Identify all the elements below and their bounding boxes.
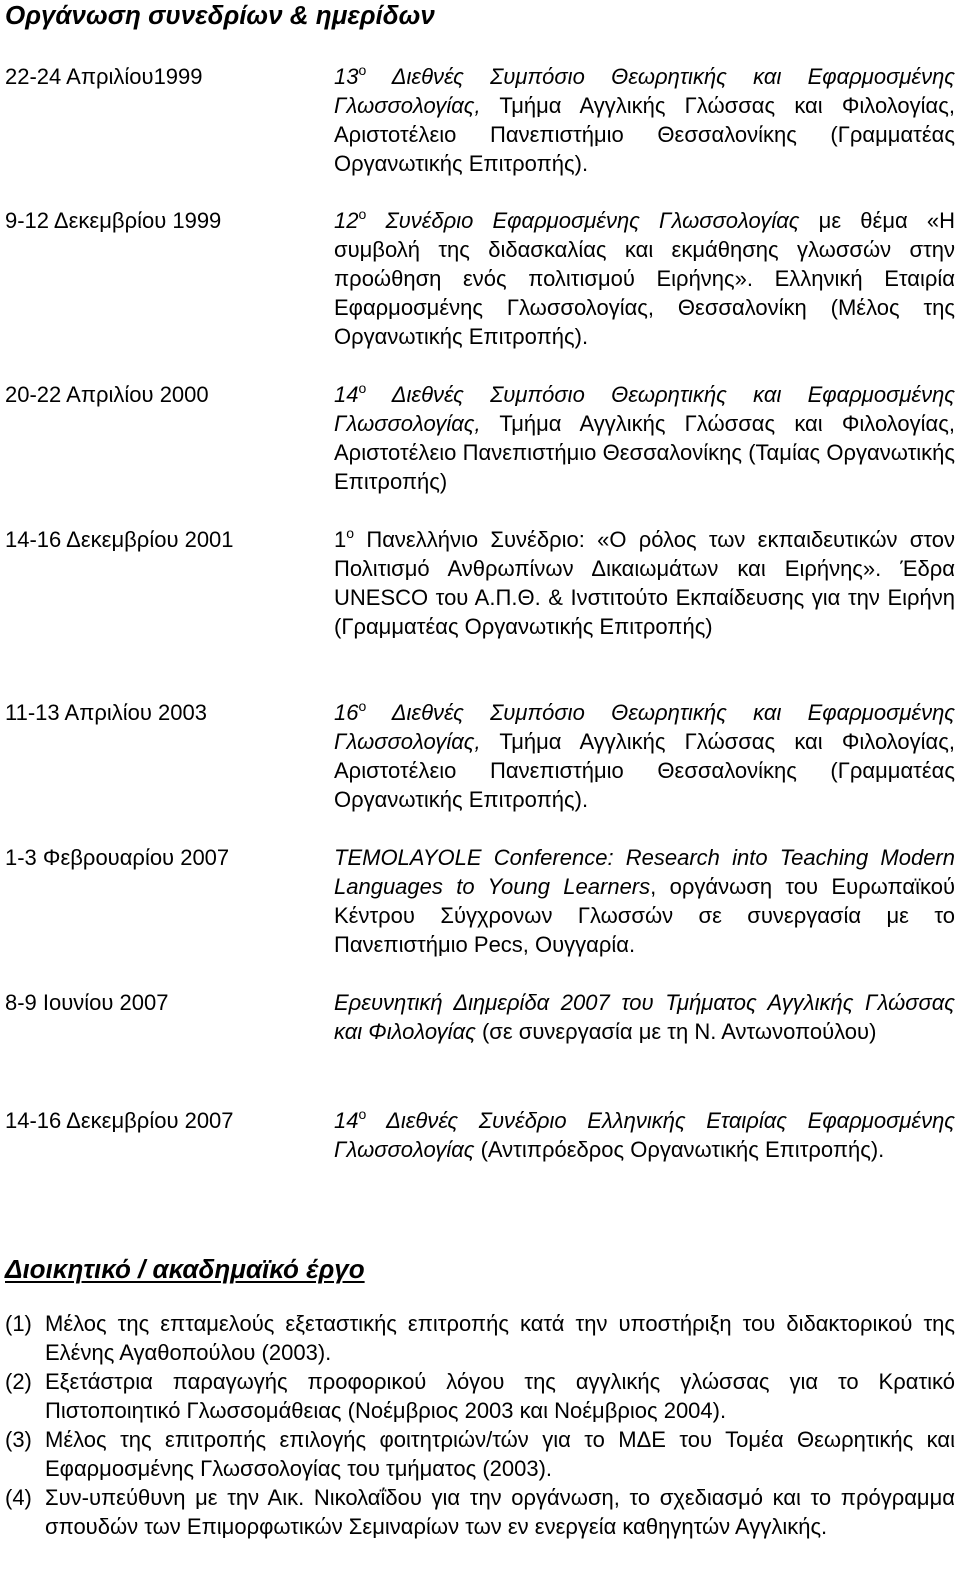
entry-event-title: Διεθνές Συμπόσιο Θεωρητικής και Εφαρμοσμένης Γλωσσολογίας,: [334, 382, 955, 436]
entry-details: Τμήμα Αγγλικής Γλώσσας και Φιλολογίας, Αριστοτέλειο Πανεπιστήμιο Θεσσαλονίκης (Γραμματέας Οργανωτικής Επιτροπής).: [334, 93, 955, 176]
entry-event-title: Διεθνές Συμπόσιο Θεωρητικής και Εφαρμοσμένης Γλωσσολογίας,: [334, 64, 955, 118]
entry-details: με θέμα «Η συμβολή της διδασκαλίας και εκμάθησης γλωσσών στην προώθηση ενός πολιτισμού Ειρήνης». Ελληνική Εταιρία Εφαρμοσμένης Γλωσσολογίας, Θεσσαλονίκη (Μέλος της Οργανωτικής Επιτροπής).: [334, 208, 955, 349]
entry-event-title: TEMOLAYOLE Conference: Research into Teaching Modern Languages to Young Learners: [334, 845, 955, 899]
entry-ordinal-suffix: ο: [358, 380, 367, 396]
list-item: [0, 1367, 960, 1425]
entry-details: Τμήμα Αγγλικής Γλώσσας και Φιλολογίας, Αριστοτέλειο Πανεπιστήμιο Θεσσαλονίκης (Γραμματέας Οργανωτικής Επιτροπής).: [334, 729, 955, 812]
entry-event-title: Διεθνές Συνέδριο Ελληνικής Εταιρίας Εφαρμοσμένης Γλωσσολογίας: [334, 1108, 955, 1162]
entry-ordinal: 1: [334, 527, 347, 552]
entry-event-title: Διεθνές Συμπόσιο Θεωρητικής και Εφαρμοσμένης Γλωσσολογίας,: [334, 700, 955, 754]
list-item-text: Εξετάστρια παραγωγής προφορικού λόγου της αγγλικής γλώσσας για το Κρατικό Πιστοποιητικό Γλωσσομάθειας (Νοέμβριος 2003 και Νοέμβριος 2004).: [45, 1369, 955, 1423]
entry-ordinal-suffix: ο: [358, 1106, 367, 1122]
list-item-number: (1): [5, 1311, 32, 1336]
list-item-text: Μέλος της επταμελούς εξεταστικής επιτροπής κατά την υποστήριξη του διδακτορικού της Ελένης Αγαθοπούλου (2003).: [45, 1311, 955, 1365]
entry-description: [334, 206, 955, 351]
entry-ordinal-suffix: ο: [358, 62, 367, 78]
entry-ordinal: 14: [334, 1108, 359, 1133]
entry-details: (σε συνεργασία με τη Ν. Αντωνοπούλου): [475, 1019, 877, 1044]
entry-date: 1-3 Φεβρουαρίου 2007: [5, 845, 230, 870]
entry-description: [334, 525, 955, 641]
entry-details: Τμήμα Αγγλικής Γλώσσας και Φιλολογίας, Αριστοτέλειο Πανεπιστήμιο Θεσσαλονίκης (Ταμίας Οργανωτικής Επιτροπής): [334, 411, 955, 494]
entry-ordinal-suffix: ο: [358, 698, 367, 714]
list-item-number: (3): [5, 1427, 32, 1452]
entry-description: [334, 988, 955, 1046]
entry-description: [334, 843, 955, 959]
entry-event-title: Συνέδριο Εφαρμοσμένης Γλωσσολογίας: [366, 208, 800, 233]
list-item-text: Μέλος της επιτροπής επιλογής φοιτητριών/τών για το ΜΔΕ του Τομέα Θεωρητικής και Εφαρμοσμένης Γλωσσολογίας του τμήματος (2003).: [45, 1427, 955, 1481]
entry-ordinal-suffix: ο: [358, 206, 367, 222]
list-item-number: (2): [5, 1369, 32, 1394]
entry-ordinal: 12: [334, 208, 359, 233]
list-item: [0, 1425, 960, 1483]
list-item-number: (4): [5, 1485, 32, 1510]
entry-description: [334, 698, 955, 814]
entry-details: Πανελλήνιο Συνέδριο: «Ο ρόλος των εκπαιδευτικών στον Πολιτισμό Ανθρωπίνων Δικαιωμάτων και Ειρήνης». Έδρα UNESCO του Α.Π.Θ. & Ινστιτούτο Εκπαίδευσης για την Ειρήνη (Γραμματέας Οργανωτικής Επιτροπής): [334, 527, 955, 639]
entry-description: [334, 62, 955, 178]
entry-event-title: Ερευνητική Διημερίδα 2007 του Τμήματος Αγγλικής Γλώσσας και Φιλολογίας: [334, 990, 955, 1044]
administrative-section-title: Διοικητικό / ακαδημαϊκό έργο: [5, 1254, 365, 1284]
entry-description: [334, 380, 955, 496]
entry-date: 11-13 Απριλίου 2003: [5, 700, 207, 725]
entry-description: [334, 1106, 955, 1164]
entry-ordinal: 14: [334, 382, 359, 407]
entry-details: (Αντιπρόεδρος Οργανωτικής Επιτροπής).: [474, 1137, 885, 1162]
entry-ordinal-suffix: ο: [346, 525, 355, 541]
list-item: [0, 1309, 960, 1367]
entry-date: 9-12 Δεκεμβρίου 1999: [5, 208, 222, 233]
entry-date: 8-9 Ιουνίου 2007: [5, 990, 169, 1015]
administrative-list: [0, 1309, 960, 1570]
entry-ordinal: 16: [334, 700, 359, 725]
entry-details: , οργάνωση του Ευρωπαϊκού Κέντρου Σύγχρονων Γλωσσών σε συνεργασία με το Πανεπιστήμιο Pecs, Ουγγαρία.: [334, 874, 955, 957]
entry-date: 14-16 Δεκεμβρίου 2001: [5, 527, 234, 552]
conferences-section-title: Οργάνωση συνεδρίων & ημερίδων: [5, 0, 435, 30]
entry-ordinal: 13: [334, 64, 359, 89]
entry-date: 20-22 Απριλίου 2000: [5, 382, 209, 407]
list-item: [0, 1483, 960, 1570]
entry-date: 22-24 Απριλίου1999: [5, 64, 203, 89]
list-item-text: Συν-υπεύθυνη με την Αικ. Νικολαΐδου για την οργάνωση, το σχεδιασμό και το πρόγραμμα σπουδών των Επιμορφωτικών Σεμιναρίων των εν ενεργεία καθηγητών Αγγλικής.: [45, 1485, 955, 1539]
entry-date: 14-16 Δεκεμβρίου 2007: [5, 1108, 234, 1133]
